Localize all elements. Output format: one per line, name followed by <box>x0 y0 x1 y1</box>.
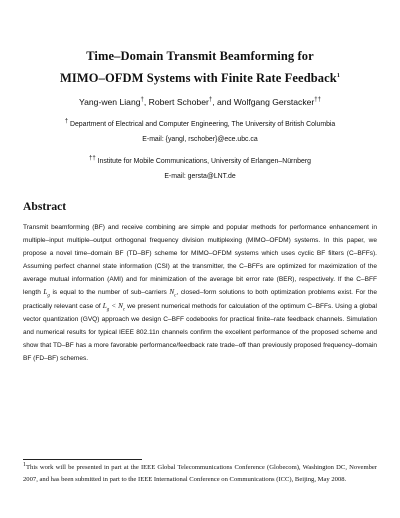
email-text: E-mail: {yangl, rschober}@ece.ubc.ca <box>142 136 258 143</box>
footnote-mark: 1 <box>23 461 26 468</box>
title-text-1: Time–Domain Transmit Beamforming for <box>86 49 314 63</box>
math-symbol: N <box>118 301 123 310</box>
math-subscript: g <box>47 293 50 299</box>
footnote <box>23 462 377 486</box>
title-line-2 <box>0 71 400 86</box>
author-separator: , <box>143 97 149 107</box>
affiliation-erlangen <box>0 155 400 165</box>
affiliation-text: Department of Electrical and Computer Engineering, The University of British Columbia <box>68 121 336 128</box>
author-affiliation-mark: † <box>140 97 144 104</box>
affiliation-text: Institute for Mobile Communications, University of Erlangen–Nürnberg <box>95 158 311 165</box>
abstract-body <box>23 221 377 365</box>
abstract-heading: Abstract <box>23 200 67 213</box>
author-affiliation-mark: †† <box>314 97 321 104</box>
email-text: E-mail: gersta@LNT.de <box>164 173 236 180</box>
author-list <box>0 97 400 107</box>
math-operator: < <box>109 301 119 310</box>
abstract-text: is equal to the number of sub–carriers <box>49 289 170 297</box>
affiliation-ubc <box>0 118 400 128</box>
affiliation-mark: †† <box>89 155 96 162</box>
author-separator: , and <box>212 97 234 107</box>
author-name: Robert Schober <box>148 97 209 107</box>
footnote-text: This work will be presented in part at the IEEE Global Telecommunications Conference (Globecom), Washington DC, November 2007, and has been submitted in part to the IEEE International Conference on Communications (ICC), Beijing, May 2008. <box>23 464 377 484</box>
title-footnote-mark: 1 <box>336 72 340 79</box>
affiliation-mark: † <box>64 118 69 125</box>
title-text-2: MIMO–OFDM Systems with Finite Rate Feedback <box>60 71 337 85</box>
author-name: Wolfgang Gerstacker <box>233 97 315 107</box>
math-subscript: c <box>122 307 126 312</box>
math-subscript: g <box>106 307 110 312</box>
footnote-rule <box>23 459 142 460</box>
title-line-1 <box>0 49 400 64</box>
author-affiliation-mark: † <box>208 97 213 104</box>
abstract-paragraph <box>23 221 377 365</box>
abstract-text: , closed–form solutions to both optimization problems exist. For the practically relevant case of <box>23 289 377 310</box>
math-symbol: L <box>102 301 107 310</box>
math-symbol: L <box>43 288 48 297</box>
abstract-text: Transmit beamforming (BF) and receive combining are simple and popular methods for performance enhancement in multiple–input multiple–output orthogonal frequency division multiplexing (MIMO–OFDM) systems. In this paper, we propose a novel time–domain BF (TD–BF) scheme for MIMO–OFDM systems which uses cyclic BF filters (C–BFFs). Assuming perfect channel state information (CSI) at the transmitter, the C–BFFs are optimized for maximization of the average mutual information (AMI) and for minimization of the average bit error rate (BER), respectively. If the C–BFF length <box>23 224 377 297</box>
affiliation-erlangen-email <box>0 173 400 180</box>
footnote-paragraph <box>23 462 377 486</box>
math-symbol: N <box>169 288 175 297</box>
author-name: Yang-wen Liang <box>79 97 141 107</box>
affiliation-ubc-email <box>0 136 400 143</box>
math-subscript: c <box>174 293 177 299</box>
abstract-text: we present numerical methods for calculation of the optimum C–BFFs. Using a global vector quantization (GVQ) approach we design C–BFF codebooks for practical finite–rate feedback channels. Simulation and numerical results for typical IEEE 802.11n channels confirm the excellent performance of the proposed scheme and show that TD–BF has a more favorable performance/feedback rate trade–off than previously proposed frequency–domain BF (FD–BF) schemes. <box>23 302 377 362</box>
